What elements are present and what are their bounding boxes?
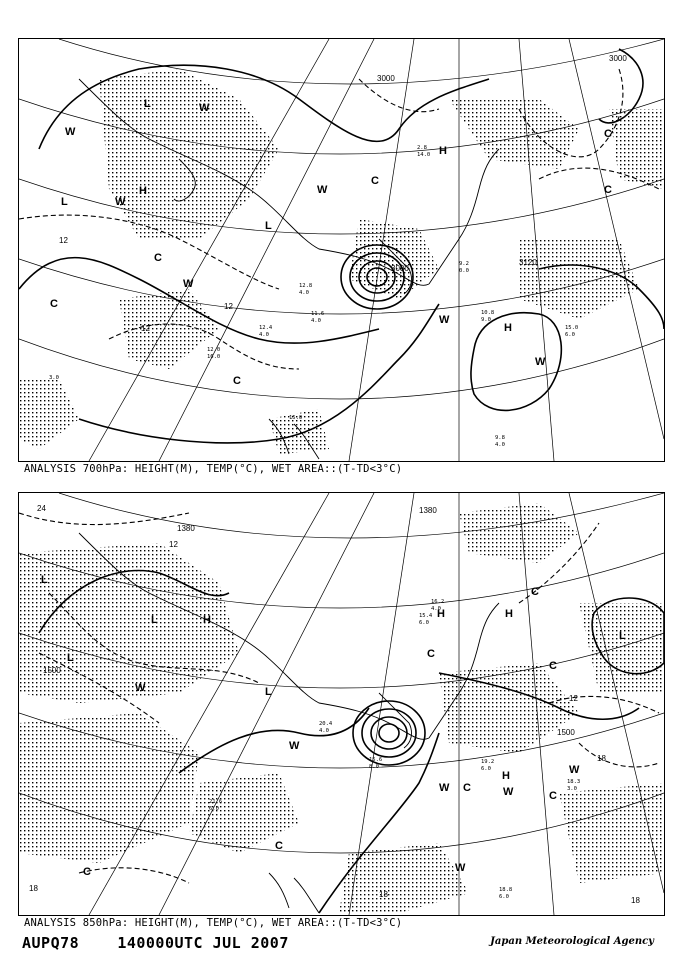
wet-area-shading (19, 503, 664, 913)
station-value: 11.6 (311, 311, 325, 317)
station-value: 9.8 (495, 435, 505, 441)
height-label: 3000 (391, 264, 409, 273)
station-value: 4.0 (495, 442, 505, 448)
cold-symbol: C (154, 252, 162, 264)
station-value: 3.0 (567, 786, 577, 792)
wet-area-shading (19, 69, 664, 454)
warm-symbol: W (135, 682, 146, 694)
temp-label: 12 (224, 302, 233, 311)
station-value: 12.4 (259, 325, 273, 331)
height-label: 3000 (377, 74, 395, 83)
station-value: 19.2 (481, 759, 495, 765)
panel-caption-850hpa: ANALYSIS 850hPa: HEIGHT(M), TEMP(°C), WET AREA::(T-TD<3°C) (24, 917, 403, 929)
warm-symbol: W (503, 786, 514, 798)
station-value: 15.4 (419, 613, 433, 619)
station-value: 8.0 (369, 764, 379, 770)
temp-label: 24 (37, 504, 46, 513)
station-value: 6.0 (499, 894, 509, 900)
station-value: 10.8 (481, 310, 495, 316)
cold-symbol: C (50, 298, 58, 310)
temp-label: 12 (569, 694, 578, 703)
high-symbol: H (502, 770, 510, 782)
temp-label: 18 (379, 890, 388, 899)
low-symbol: L (151, 614, 158, 626)
high-symbol: H (139, 185, 147, 197)
warm-symbol: W (183, 278, 194, 290)
cold-symbol: C (604, 184, 612, 196)
station-value: 20.4 (319, 721, 333, 727)
map-850hpa-svg (19, 493, 664, 915)
station-value: 9.2 (459, 261, 469, 267)
panel-caption-700hpa: ANALYSIS 700hPa: HEIGHT(M), TEMP(°C), WET AREA::(T-TD<3°C) (24, 463, 403, 475)
cold-symbol: C (549, 790, 557, 802)
low-symbol: L (41, 574, 48, 586)
temp-label: 12 (169, 540, 178, 549)
station-value: 14.0 (417, 152, 431, 158)
low-symbol: L (265, 686, 272, 698)
station-value: 9.0 (481, 317, 491, 323)
station-value: 15.0 (565, 325, 579, 331)
temp-label: 18 (597, 754, 606, 763)
warm-symbol: W (289, 740, 300, 752)
temp-label: 12 (59, 236, 68, 245)
agency-name: Japan Meteorological Agency (490, 936, 654, 947)
station-value: 15.0 (289, 415, 303, 421)
low-symbol: L (144, 98, 151, 110)
map-panel-850hpa (18, 492, 665, 916)
warm-symbol: W (535, 356, 546, 368)
station-value: 4.0 (319, 728, 329, 734)
station-value: 0.0 (459, 268, 469, 274)
chart-id: AUPQ78 (22, 934, 80, 952)
station-value: 4.0 (259, 332, 269, 338)
station-value: 18.8 (499, 887, 513, 893)
cold-symbol: C (604, 128, 612, 140)
height-label: 3120 (519, 258, 537, 267)
warm-symbol: W (199, 102, 210, 114)
low-symbol: L (265, 220, 272, 232)
temp-label: 18 (631, 896, 640, 905)
map-panel-700hpa (18, 38, 665, 462)
cold-symbol: C (233, 375, 241, 387)
station-value: 12.0 (207, 347, 221, 353)
height-label: 1500 (43, 666, 61, 675)
warm-symbol: W (65, 126, 76, 138)
station-value: 6.0 (419, 620, 429, 626)
station-value: 12.8 (299, 283, 313, 289)
warm-symbol: W (569, 764, 580, 776)
cold-symbol: C (531, 586, 539, 598)
map-700hpa-svg (19, 39, 664, 461)
warm-symbol: W (115, 196, 126, 208)
low-symbol: L (61, 196, 68, 208)
low-symbol: L (619, 630, 626, 642)
station-value: 16.0 (207, 354, 221, 360)
station-value: 6.0 (565, 332, 575, 338)
valid-time: 140000UTC JUL 2007 (117, 934, 289, 952)
cold-symbol: C (83, 866, 91, 878)
high-symbol: H (504, 322, 512, 334)
station-value: 3.0 (49, 375, 59, 381)
station-value: 6.0 (481, 766, 491, 772)
height-label: 1500 (557, 728, 575, 737)
chart-id-line (22, 934, 289, 952)
cold-symbol: C (463, 782, 471, 794)
temp-label: 18 (29, 884, 38, 893)
high-symbol: H (203, 614, 211, 626)
station-value: 16.2 (431, 599, 445, 605)
station-value: 15.6 (369, 757, 383, 763)
high-symbol: H (437, 608, 445, 620)
cold-symbol: C (549, 660, 557, 672)
cold-symbol: C (427, 648, 435, 660)
high-symbol: H (439, 145, 447, 157)
station-value: 4.0 (431, 606, 441, 612)
cold-symbol: C (275, 840, 283, 852)
low-symbol: L (67, 652, 74, 664)
temp-label: 12 (141, 324, 150, 333)
high-symbol: H (505, 608, 513, 620)
warm-symbol: W (455, 862, 466, 874)
warm-symbol: W (439, 782, 450, 794)
height-label: 1380 (419, 506, 437, 515)
height-label: 1380 (177, 524, 195, 533)
height-label: 3000 (609, 54, 627, 63)
cold-symbol: C (371, 175, 379, 187)
warm-symbol: W (439, 314, 450, 326)
station-value: 21.6 (209, 799, 223, 805)
station-value: 2.8 (417, 145, 427, 151)
station-value: 18.3 (567, 779, 581, 785)
station-value: 6.0 (209, 806, 219, 812)
warm-symbol: W (317, 184, 328, 196)
station-value: 4.0 (299, 290, 309, 296)
station-value: 4.0 (311, 318, 321, 324)
